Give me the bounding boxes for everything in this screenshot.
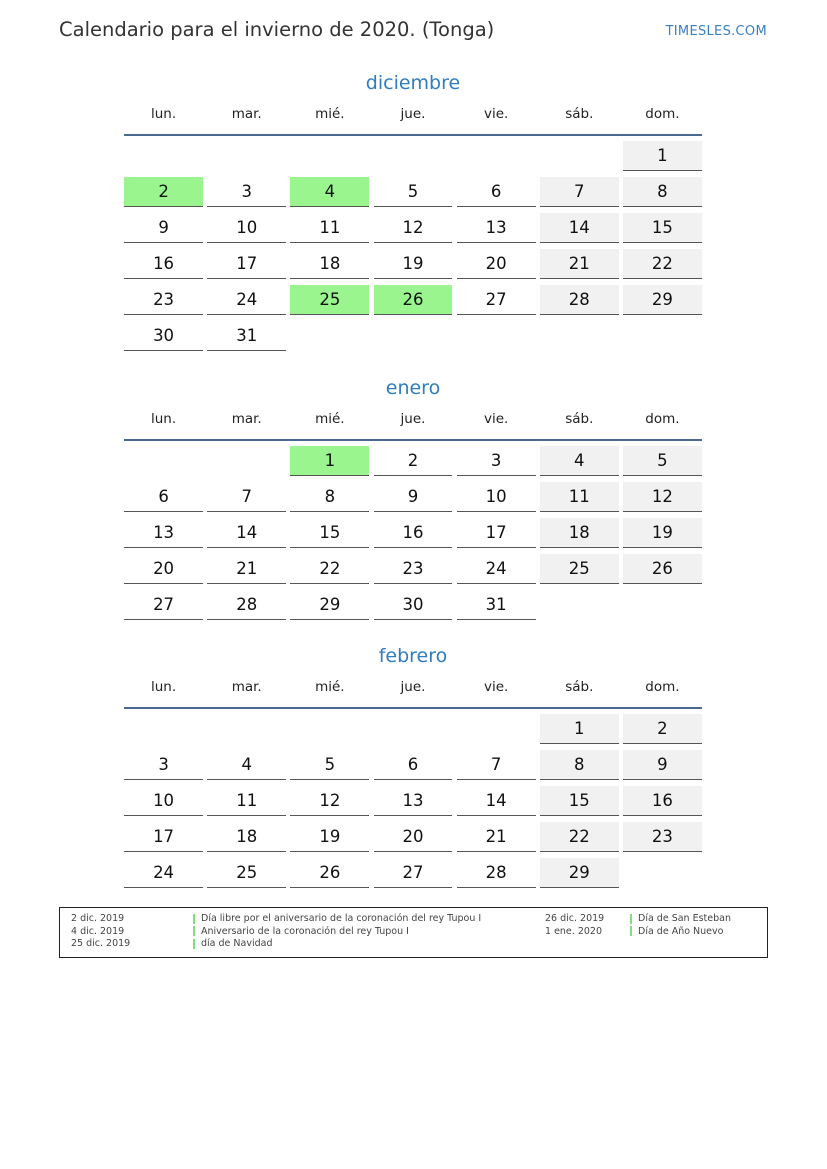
legend-date: 25 dic. 2019 (71, 938, 131, 949)
weekday-header (122, 679, 704, 701)
day-cell[interactable]: 9 (374, 482, 453, 512)
holiday-day-cell[interactable]: 2 (124, 177, 203, 207)
day-cell[interactable]: 16 (374, 518, 453, 548)
month-title: diciembre (365, 72, 461, 94)
legend-holiday-name (193, 938, 481, 951)
day-cell[interactable]: 2 (623, 714, 702, 744)
day-cell[interactable]: 26 (290, 858, 369, 888)
day-cell[interactable]: 18 (207, 822, 286, 852)
day-cell[interactable]: 11 (540, 482, 619, 512)
week-row (122, 208, 704, 244)
empty-day-cell (540, 590, 619, 620)
day-cell[interactable]: 23 (623, 822, 702, 852)
empty-day-cell (540, 321, 619, 351)
day-cell[interactable]: 17 (457, 518, 536, 548)
day-cell[interactable]: 15 (540, 786, 619, 816)
day-cell[interactable]: 8 (623, 177, 702, 207)
holiday-marker-icon (193, 939, 195, 949)
day-cell[interactable]: 30 (124, 321, 203, 351)
empty-day-cell (374, 141, 453, 171)
day-cell[interactable]: 26 (623, 554, 702, 584)
day-cell[interactable]: 21 (540, 249, 619, 279)
legend-dates-right (545, 913, 604, 938)
empty-day-cell (207, 446, 286, 476)
day-cell[interactable]: 19 (623, 518, 702, 548)
day-cell[interactable]: 25 (540, 554, 619, 584)
week-row (122, 280, 704, 316)
day-cell[interactable]: 31 (207, 321, 286, 351)
day-cell[interactable]: 24 (457, 554, 536, 584)
weekday-label: mar. (231, 106, 262, 122)
day-cell[interactable]: 3 (457, 446, 536, 476)
day-cell[interactable]: 4 (207, 750, 286, 780)
legend-date: 4 dic. 2019 (71, 925, 125, 937)
brand-logo-text[interactable]: TIMESLES.COM (665, 24, 767, 39)
day-cell[interactable]: 27 (374, 858, 453, 888)
holiday-day-cell[interactable]: 25 (290, 285, 369, 315)
day-cell[interactable]: 22 (540, 822, 619, 852)
weekday-label: sáb. (565, 411, 594, 427)
legend-date: 1 ene. 2020 (545, 925, 602, 937)
day-cell[interactable]: 9 (124, 213, 203, 243)
day-cell[interactable]: 29 (623, 285, 702, 315)
day-cell[interactable]: 23 (374, 554, 453, 584)
legend-holiday-name (193, 913, 481, 926)
day-cell[interactable]: 21 (457, 822, 536, 852)
day-cell[interactable]: 14 (457, 786, 536, 816)
day-cell[interactable]: 17 (124, 822, 203, 852)
day-cell[interactable]: 11 (207, 786, 286, 816)
empty-day-cell (207, 141, 286, 171)
day-cell[interactable]: 22 (290, 554, 369, 584)
day-cell[interactable]: 6 (457, 177, 536, 207)
weekday-label: dom. (645, 106, 680, 122)
empty-day-cell (540, 141, 619, 171)
holiday-marker-icon (630, 926, 632, 936)
empty-day-cell (623, 858, 702, 888)
week-row (122, 441, 704, 477)
empty-day-cell (623, 590, 702, 620)
day-cell[interactable]: 29 (540, 858, 619, 888)
weekday-label: mié. (315, 411, 345, 427)
day-cell[interactable]: 21 (207, 554, 286, 584)
day-cell[interactable]: 15 (623, 213, 702, 243)
day-cell[interactable]: 28 (540, 285, 619, 315)
month-diciembre (122, 70, 704, 352)
weekday-label: lun. (150, 411, 177, 427)
holiday-day-cell[interactable]: 1 (290, 446, 369, 476)
day-cell[interactable]: 12 (374, 213, 453, 243)
day-cell[interactable]: 18 (290, 249, 369, 279)
weekday-label: lun. (150, 106, 177, 122)
weekday-label: mar. (231, 679, 262, 695)
legend-holiday-text: día de Navidad (201, 938, 273, 949)
holiday-legend (59, 907, 768, 958)
week-row (122, 244, 704, 280)
empty-day-cell (623, 321, 702, 351)
legend-date: 2 dic. 2019 (71, 913, 125, 924)
week-row (122, 477, 704, 513)
day-cell[interactable]: 14 (540, 213, 619, 243)
weekday-label: sáb. (565, 679, 594, 695)
day-cell[interactable]: 13 (374, 786, 453, 816)
empty-day-cell (207, 714, 286, 744)
week-row (122, 136, 704, 172)
day-cell[interactable]: 10 (124, 786, 203, 816)
day-cell[interactable]: 11 (290, 213, 369, 243)
day-cell[interactable]: 23 (124, 285, 203, 315)
day-cell[interactable]: 22 (623, 249, 702, 279)
empty-day-cell (457, 321, 536, 351)
legend-dates-left (71, 913, 130, 951)
weekday-label: vie. (483, 679, 509, 695)
weekday-label: mar. (231, 411, 262, 427)
day-cell[interactable]: 18 (540, 518, 619, 548)
weekday-label: mié. (315, 106, 345, 122)
month-enero (122, 375, 704, 621)
day-cell[interactable]: 10 (207, 213, 286, 243)
legend-holiday-name (630, 913, 731, 926)
weekday-label: vie. (483, 411, 509, 427)
day-cell[interactable]: 28 (457, 858, 536, 888)
legend-date: 26 dic. 2019 (545, 913, 605, 924)
week-row (122, 817, 704, 853)
week-row (122, 709, 704, 745)
day-cell[interactable]: 14 (207, 518, 286, 548)
day-cell[interactable]: 15 (290, 518, 369, 548)
day-cell[interactable]: 9 (623, 750, 702, 780)
weekday-header (122, 106, 704, 128)
empty-day-cell (290, 321, 369, 351)
holiday-day-cell[interactable]: 26 (374, 285, 453, 315)
weekday-header (122, 411, 704, 433)
day-cell[interactable]: 20 (374, 822, 453, 852)
page-title: Calendario para el invierno de 2020. (Tonga) (59, 18, 495, 41)
day-cell[interactable]: 20 (124, 554, 203, 584)
day-cell[interactable]: 17 (207, 249, 286, 279)
day-cell[interactable]: 5 (623, 446, 702, 476)
week-row (122, 172, 704, 208)
week-row (122, 745, 704, 781)
holiday-marker-icon (193, 914, 195, 924)
legend-holiday-text: Día de San Esteban (638, 913, 731, 924)
holiday-day-cell[interactable]: 4 (290, 177, 369, 207)
day-cell[interactable]: 31 (457, 590, 536, 620)
day-cell[interactable]: 10 (457, 482, 536, 512)
day-cell[interactable]: 1 (540, 714, 619, 744)
weekday-label: dom. (645, 411, 680, 427)
weekday-label: mié. (315, 679, 345, 695)
day-cell[interactable]: 5 (290, 750, 369, 780)
day-cell[interactable]: 12 (623, 482, 702, 512)
weekday-label: jue. (400, 679, 426, 695)
month-febrero (122, 643, 704, 889)
day-cell[interactable]: 25 (207, 858, 286, 888)
weekday-label: jue. (400, 411, 426, 427)
day-cell[interactable]: 4 (540, 446, 619, 476)
day-cell[interactable]: 1 (623, 141, 702, 171)
day-cell[interactable]: 5 (374, 177, 453, 207)
day-cell[interactable]: 13 (457, 213, 536, 243)
weekday-label: dom. (645, 679, 680, 695)
weekday-label: lun. (150, 679, 177, 695)
week-row (122, 853, 704, 889)
weekday-label: jue. (400, 106, 426, 122)
day-cell[interactable]: 7 (457, 750, 536, 780)
empty-day-cell (374, 321, 453, 351)
holiday-marker-icon (193, 926, 195, 936)
week-row (122, 513, 704, 549)
week-row (122, 585, 704, 621)
day-cell[interactable]: 29 (290, 590, 369, 620)
empty-day-cell (457, 141, 536, 171)
day-cell[interactable]: 20 (457, 249, 536, 279)
holiday-marker-icon (630, 914, 632, 924)
empty-day-cell (290, 141, 369, 171)
day-cell[interactable]: 12 (290, 786, 369, 816)
empty-day-cell (457, 714, 536, 744)
day-cell[interactable]: 3 (207, 177, 286, 207)
month-title: febrero (378, 645, 448, 667)
empty-day-cell (124, 446, 203, 476)
legend-holiday-name (630, 926, 731, 939)
day-cell[interactable]: 3 (124, 750, 203, 780)
day-cell[interactable]: 8 (540, 750, 619, 780)
day-cell[interactable]: 27 (457, 285, 536, 315)
week-row (122, 549, 704, 585)
legend-holiday-name (193, 926, 481, 939)
legend-holiday-text: Día de Año Nuevo (638, 925, 724, 937)
day-cell[interactable]: 13 (124, 518, 203, 548)
legend-names-left (193, 913, 481, 951)
day-cell[interactable]: 16 (623, 786, 702, 816)
empty-day-cell (374, 714, 453, 744)
day-cell[interactable]: 24 (207, 285, 286, 315)
day-cell[interactable]: 16 (124, 249, 203, 279)
day-cell[interactable]: 24 (124, 858, 203, 888)
week-row (122, 316, 704, 352)
day-cell[interactable]: 8 (290, 482, 369, 512)
weekday-label: vie. (483, 106, 509, 122)
empty-day-cell (124, 714, 203, 744)
day-cell[interactable]: 19 (290, 822, 369, 852)
day-cell[interactable]: 19 (374, 249, 453, 279)
day-cell[interactable]: 6 (124, 482, 203, 512)
day-cell[interactable]: 27 (124, 590, 203, 620)
empty-day-cell (290, 714, 369, 744)
month-title: enero (385, 377, 441, 399)
empty-day-cell (124, 141, 203, 171)
legend-names-right (630, 913, 731, 938)
legend-holiday-text: Aniversario de la coronación del rey Tupou I (201, 925, 409, 937)
week-row (122, 781, 704, 817)
weekday-label: sáb. (565, 106, 594, 122)
day-cell[interactable]: 30 (374, 590, 453, 620)
legend-holiday-text: Día libre por el aniversario de la coronación del rey Tupou I (201, 913, 482, 924)
day-cell[interactable]: 7 (207, 482, 286, 512)
day-cell[interactable]: 2 (374, 446, 453, 476)
day-cell[interactable]: 28 (207, 590, 286, 620)
day-cell[interactable]: 7 (540, 177, 619, 207)
day-cell[interactable]: 6 (374, 750, 453, 780)
